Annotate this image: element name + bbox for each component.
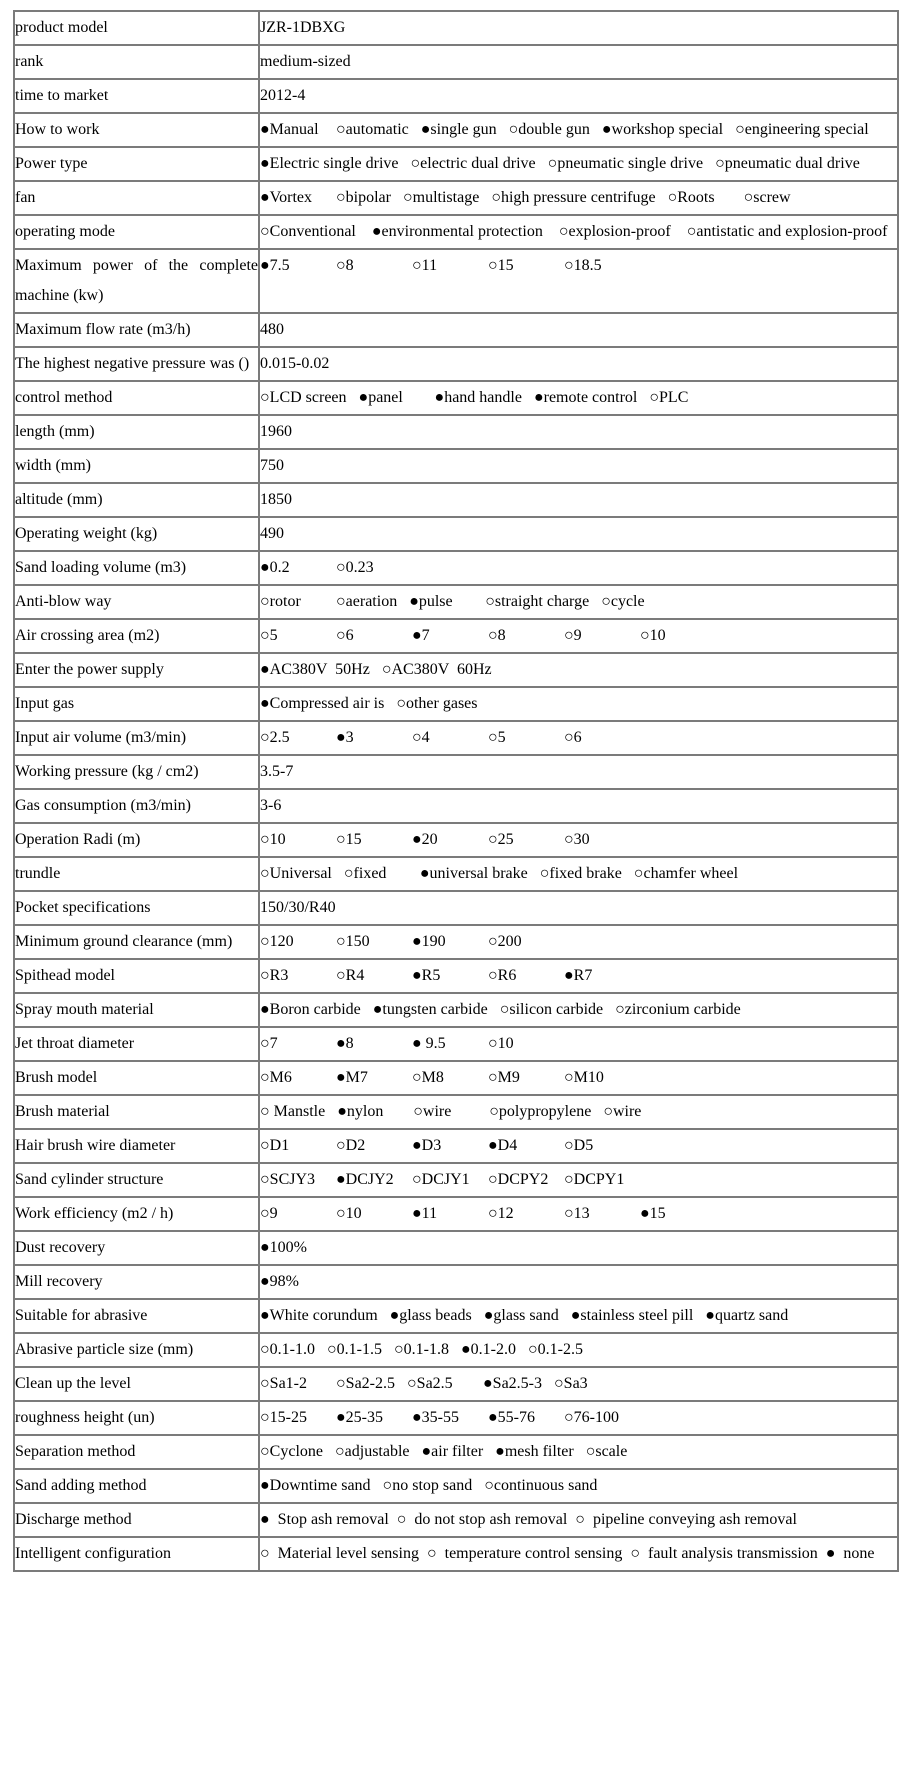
- row-label: rank: [14, 45, 259, 79]
- option-unselected: ○9: [564, 627, 582, 644]
- option-unselected: ○0.1-1.8: [394, 1341, 449, 1358]
- row-options: [259, 619, 898, 653]
- row-options: [259, 551, 898, 585]
- table-row: [14, 1435, 898, 1469]
- table-row: [14, 11, 898, 45]
- table-row: [14, 79, 898, 113]
- table-row: [14, 249, 898, 313]
- option-unselected: ○Sa1-2: [260, 1375, 307, 1392]
- option-selected: ●quartz sand: [705, 1307, 789, 1324]
- option-unselected: ○M10: [564, 1069, 604, 1086]
- table-row: [14, 619, 898, 653]
- option-unselected: ○bipolar: [336, 189, 391, 206]
- option-unselected: ○Sa3: [554, 1375, 588, 1392]
- row-options: [259, 1435, 898, 1469]
- table-row: [14, 755, 898, 789]
- option-selected: ●pulse: [409, 593, 453, 610]
- row-options: [259, 823, 898, 857]
- option-selected: ●Manual: [260, 121, 319, 138]
- option-selected: ●AC380V 50Hz: [260, 661, 370, 678]
- option-unselected: ○10: [640, 627, 666, 644]
- row-options: [259, 1231, 898, 1265]
- table-row: [14, 1027, 898, 1061]
- row-value: 3-6: [259, 789, 898, 823]
- row-label: Suitable for abrasive: [14, 1299, 259, 1333]
- option-unselected: ○15: [336, 831, 362, 848]
- row-value: 0.015-0.02: [259, 347, 898, 381]
- option-unselected: ○aeration: [336, 593, 398, 610]
- option-selected: ●35-55: [412, 1409, 459, 1426]
- option-unselected: ○15: [488, 257, 514, 274]
- table-row: [14, 1163, 898, 1197]
- option-selected: ●55-76: [488, 1409, 535, 1426]
- option-selected: ●R5: [412, 967, 441, 984]
- row-label: Intelligent configuration: [14, 1537, 259, 1571]
- table-row: [14, 45, 898, 79]
- row-value: 1960: [259, 415, 898, 449]
- row-value: 490: [259, 517, 898, 551]
- table-row: [14, 1469, 898, 1503]
- option-selected: ●Electric single drive: [260, 155, 399, 172]
- row-options: [259, 959, 898, 993]
- option-unselected: ○polypropylene: [489, 1103, 592, 1120]
- table-row: [14, 113, 898, 147]
- table-row: [14, 1401, 898, 1435]
- option-unselected: ○chamfer wheel: [633, 865, 739, 882]
- option-unselected: ○150: [336, 933, 370, 950]
- option-unselected: ○multistage: [402, 189, 480, 206]
- row-label: trundle: [14, 857, 259, 891]
- row-options: [259, 1197, 898, 1231]
- option-selected: ●White corundum: [260, 1307, 378, 1324]
- option-unselected: ○PLC: [649, 389, 689, 406]
- row-label: Maximum power of the complete machine (kw): [14, 249, 259, 313]
- row-label: Clean up the level: [14, 1367, 259, 1401]
- option-unselected: ○ Manstle: [260, 1103, 326, 1120]
- spec-table: [13, 10, 899, 1572]
- option-unselected: ○straight charge: [485, 593, 590, 610]
- option-selected: ●0.1-2.0: [461, 1341, 516, 1358]
- row-label: Maximum flow rate (m3/h): [14, 313, 259, 347]
- row-options: [259, 857, 898, 891]
- option-unselected: ○scale: [585, 1443, 628, 1460]
- row-label: Brush model: [14, 1061, 259, 1095]
- option-unselected: ○7: [260, 1035, 278, 1052]
- row-label: altitude (mm): [14, 483, 259, 517]
- option-unselected: ○R6: [488, 967, 517, 984]
- option-selected: ●3: [336, 729, 354, 746]
- option-unselected: ○double gun: [508, 121, 590, 138]
- option-selected: ●11: [412, 1205, 438, 1222]
- row-options: [259, 1163, 898, 1197]
- table-row: [14, 415, 898, 449]
- row-label: How to work: [14, 113, 259, 147]
- row-label: Operation Radi (m): [14, 823, 259, 857]
- option-selected: ● 9.5: [412, 1035, 446, 1052]
- row-options: [259, 381, 898, 415]
- option-selected: ●workshop special: [601, 121, 724, 138]
- option-selected: ●Sa2.5-3: [483, 1375, 542, 1392]
- table-row: [14, 857, 898, 891]
- option-unselected: ○pneumatic dual drive: [715, 155, 860, 172]
- row-label: Sand cylinder structure: [14, 1163, 259, 1197]
- option-unselected: ○Universal: [260, 865, 332, 882]
- option-unselected: ○DCJY1: [412, 1171, 470, 1188]
- table-row: [14, 517, 898, 551]
- option-unselected: ○0.1-1.0: [260, 1341, 315, 1358]
- option-unselected: ○10: [488, 1035, 514, 1052]
- option-unselected: ○10: [260, 831, 286, 848]
- row-value: medium-sized: [259, 45, 898, 79]
- option-unselected: ○2.5: [260, 729, 290, 746]
- row-label: width (mm): [14, 449, 259, 483]
- table-row: [14, 959, 898, 993]
- table-row: [14, 891, 898, 925]
- row-options: [259, 249, 898, 313]
- table-row: [14, 1197, 898, 1231]
- option-unselected: ○electric dual drive: [410, 155, 536, 172]
- option-unselected: ○D2: [336, 1137, 366, 1154]
- row-label: operating mode: [14, 215, 259, 249]
- row-label: Power type: [14, 147, 259, 181]
- option-selected: ●glass sand: [483, 1307, 559, 1324]
- option-unselected: ○screw: [743, 189, 791, 206]
- table-row: [14, 1333, 898, 1367]
- row-label: Spray mouth material: [14, 993, 259, 1027]
- option-unselected: ○8: [488, 627, 506, 644]
- option-selected: ●D3: [412, 1137, 442, 1154]
- option-selected: ●100%: [260, 1239, 307, 1256]
- option-unselected: ○pneumatic single drive: [547, 155, 704, 172]
- row-options: [259, 1265, 898, 1299]
- option-unselected: ○fixed brake: [539, 865, 622, 882]
- option-unselected: ○120: [260, 933, 294, 950]
- option-unselected: ○DCPY1: [564, 1171, 625, 1188]
- row-options: [259, 1401, 898, 1435]
- option-selected: ●single gun: [420, 121, 497, 138]
- row-label: time to market: [14, 79, 259, 113]
- option-unselected: ○6: [564, 729, 582, 746]
- option-unselected: ○wire: [603, 1103, 642, 1120]
- spec-table-body: [14, 11, 898, 1571]
- option-selected: ●universal brake: [419, 865, 528, 882]
- row-label: Brush material: [14, 1095, 259, 1129]
- table-row: [14, 483, 898, 517]
- row-value: ○Conventional ●environmental protection ○explosion-proof ○antistatic and explosion-proof: [259, 215, 898, 249]
- row-label: Working pressure (kg / cm2): [14, 755, 259, 789]
- option-selected: ●stainless steel pill: [570, 1307, 694, 1324]
- option-unselected: ○6: [336, 627, 354, 644]
- row-label: Minimum ground clearance (mm): [14, 925, 259, 959]
- row-value: 3.5-7: [259, 755, 898, 789]
- row-options: [259, 653, 898, 687]
- option-unselected: ○silicon carbide: [499, 1001, 604, 1018]
- table-row: [14, 993, 898, 1027]
- option-unselected: ○200: [488, 933, 522, 950]
- option-unselected: ○0.1-2.5: [528, 1341, 583, 1358]
- table-row: [14, 181, 898, 215]
- option-selected: ●Compressed air is: [260, 695, 385, 712]
- option-unselected: ○AC380V 60Hz: [381, 661, 492, 678]
- option-unselected: ○25: [488, 831, 514, 848]
- row-label: Air crossing area (m2): [14, 619, 259, 653]
- row-options: [259, 1061, 898, 1095]
- option-unselected: ○continuous sand: [484, 1477, 598, 1494]
- option-selected: ●Vortex: [260, 189, 313, 206]
- option-selected: ●nylon: [337, 1103, 384, 1120]
- table-row: [14, 585, 898, 619]
- option-selected: ●0.2: [260, 559, 290, 576]
- row-label: Dust recovery: [14, 1231, 259, 1265]
- row-label: Work efficiency (m2 / h): [14, 1197, 259, 1231]
- table-row: [14, 925, 898, 959]
- option-unselected: ○D5: [564, 1137, 594, 1154]
- row-label: Spithead model: [14, 959, 259, 993]
- option-selected: ●glass beads: [389, 1307, 472, 1324]
- row-options: [259, 1027, 898, 1061]
- option-unselected: ○D1: [260, 1137, 290, 1154]
- option-unselected: ○engineering special: [735, 121, 869, 138]
- table-row: [14, 789, 898, 823]
- option-selected: ●DCJY2: [336, 1171, 394, 1188]
- option-unselected: ○5: [488, 729, 506, 746]
- option-selected: ●air filter: [421, 1443, 484, 1460]
- table-row: [14, 551, 898, 585]
- row-value: 150/30/R40: [259, 891, 898, 925]
- option-unselected: ○R4: [336, 967, 365, 984]
- table-row: [14, 449, 898, 483]
- row-label: Input air volume (m3/min): [14, 721, 259, 755]
- option-selected: ●hand handle: [434, 389, 522, 406]
- option-unselected: ○13: [564, 1205, 590, 1222]
- option-selected: ●M7: [336, 1069, 368, 1086]
- row-value: 1850: [259, 483, 898, 517]
- row-label: Jet throat diameter: [14, 1027, 259, 1061]
- row-options: [259, 993, 898, 1027]
- option-unselected: ○Cyclone: [260, 1443, 323, 1460]
- option-unselected: ○adjustable: [334, 1443, 410, 1460]
- table-row: [14, 653, 898, 687]
- option-unselected: ○fixed: [343, 865, 387, 882]
- row-label: Discharge method: [14, 1503, 259, 1537]
- row-label: length (mm): [14, 415, 259, 449]
- option-selected: ●25-35: [336, 1409, 383, 1426]
- table-row: [14, 1231, 898, 1265]
- row-label: Mill recovery: [14, 1265, 259, 1299]
- option-unselected: ○M8: [412, 1069, 444, 1086]
- option-unselected: ○rotor: [260, 593, 301, 610]
- row-label: Gas consumption (m3/min): [14, 789, 259, 823]
- row-options: [259, 1367, 898, 1401]
- table-row: [14, 721, 898, 755]
- option-unselected: ○10: [336, 1205, 362, 1222]
- option-unselected: ○4: [412, 729, 430, 746]
- row-value: 480: [259, 313, 898, 347]
- row-label: The highest negative pressure was (): [14, 347, 259, 381]
- row-options: [259, 1095, 898, 1129]
- row-options: [259, 721, 898, 755]
- option-unselected: ○15-25: [260, 1409, 307, 1426]
- option-selected: ●20: [412, 831, 438, 848]
- option-selected: ●98%: [260, 1273, 299, 1290]
- option-unselected: ○76-100: [564, 1409, 619, 1426]
- option-selected: ●Downtime sand: [260, 1477, 371, 1494]
- option-selected: ●7.5: [260, 257, 290, 274]
- row-label: roughness height (un): [14, 1401, 259, 1435]
- row-options: [259, 1333, 898, 1367]
- option-unselected: ○11: [412, 257, 438, 274]
- table-row: [14, 147, 898, 181]
- option-selected: ●tungsten carbide: [372, 1001, 488, 1018]
- row-options: [259, 1299, 898, 1333]
- table-row: [14, 313, 898, 347]
- option-unselected: ○automatic: [336, 121, 409, 138]
- option-unselected: ○0.1-1.5: [327, 1341, 382, 1358]
- option-unselected: ○wire: [413, 1103, 452, 1120]
- option-selected: ●Boron carbide: [260, 1001, 361, 1018]
- row-label: Separation method: [14, 1435, 259, 1469]
- row-label: Input gas: [14, 687, 259, 721]
- option-selected: ●190: [412, 933, 446, 950]
- option-unselected: ○5: [260, 627, 278, 644]
- row-options: [259, 585, 898, 619]
- row-options: [259, 1129, 898, 1163]
- option-unselected: ○cycle: [601, 593, 645, 610]
- option-unselected: ○R3: [260, 967, 289, 984]
- row-label: Anti-blow way: [14, 585, 259, 619]
- option-unselected: ○zirconium carbide: [615, 1001, 741, 1018]
- table-row: [14, 1129, 898, 1163]
- option-selected: ●15: [640, 1205, 666, 1222]
- option-unselected: ○LCD screen: [260, 389, 347, 406]
- table-row: [14, 1503, 898, 1537]
- option-unselected: ○Sa2.5: [407, 1375, 453, 1392]
- table-row: [14, 347, 898, 381]
- table-row: [14, 1367, 898, 1401]
- row-options: [259, 113, 898, 147]
- option-unselected: ○DCPY2: [488, 1171, 549, 1188]
- row-label: fan: [14, 181, 259, 215]
- row-options: [259, 147, 898, 181]
- row-label: product model: [14, 11, 259, 45]
- row-value: 750: [259, 449, 898, 483]
- row-label: control method: [14, 381, 259, 415]
- option-selected: ●8: [336, 1035, 354, 1052]
- table-row: [14, 1299, 898, 1333]
- row-value: 2012-4: [259, 79, 898, 113]
- row-label: Hair brush wire diameter: [14, 1129, 259, 1163]
- table-row: [14, 1061, 898, 1095]
- row-label: Operating weight (kg): [14, 517, 259, 551]
- row-value: ● Stop ash removal ○ do not stop ash removal ○ pipeline conveying ash removal: [259, 1503, 898, 1537]
- option-selected: ●R7: [564, 967, 593, 984]
- table-row: [14, 1265, 898, 1299]
- row-options: [259, 181, 898, 215]
- option-unselected: ○Roots: [667, 189, 715, 206]
- option-selected: ●panel: [358, 389, 403, 406]
- row-label: Pocket specifications: [14, 891, 259, 925]
- table-row: [14, 215, 898, 249]
- table-row: [14, 381, 898, 415]
- table-row: [14, 1537, 898, 1571]
- option-selected: ●D4: [488, 1137, 518, 1154]
- option-selected: ●7: [412, 627, 430, 644]
- table-row: [14, 687, 898, 721]
- table-row: [14, 1095, 898, 1129]
- row-options: [259, 687, 898, 721]
- row-label: Sand loading volume (m3): [14, 551, 259, 585]
- option-unselected: ○Sa2-2.5: [336, 1375, 395, 1392]
- option-unselected: ○30: [564, 831, 590, 848]
- option-selected: ●mesh filter: [495, 1443, 574, 1460]
- option-unselected: ○18.5: [564, 257, 602, 274]
- option-unselected: ○M6: [260, 1069, 292, 1086]
- option-unselected: ○8: [336, 257, 354, 274]
- table-row: [14, 823, 898, 857]
- row-options: [259, 1469, 898, 1503]
- option-unselected: ○other gases: [396, 695, 478, 712]
- option-unselected: ○high pressure centrifuge: [491, 189, 656, 206]
- row-label: Sand adding method: [14, 1469, 259, 1503]
- option-unselected: ○M9: [488, 1069, 520, 1086]
- row-value: ○ Material level sensing ○ temperature control sensing ○ fault analysis transmission ● none: [259, 1537, 898, 1571]
- option-unselected: ○9: [260, 1205, 278, 1222]
- option-selected: ●remote control: [533, 389, 638, 406]
- row-label: Abrasive particle size (mm): [14, 1333, 259, 1367]
- row-value: JZR-1DBXG: [259, 11, 898, 45]
- row-options: [259, 925, 898, 959]
- option-unselected: ○no stop sand: [382, 1477, 473, 1494]
- option-unselected: ○SCJY3: [260, 1171, 316, 1188]
- option-unselected: ○0.23: [336, 559, 374, 576]
- option-unselected: ○12: [488, 1205, 514, 1222]
- row-label: Enter the power supply: [14, 653, 259, 687]
